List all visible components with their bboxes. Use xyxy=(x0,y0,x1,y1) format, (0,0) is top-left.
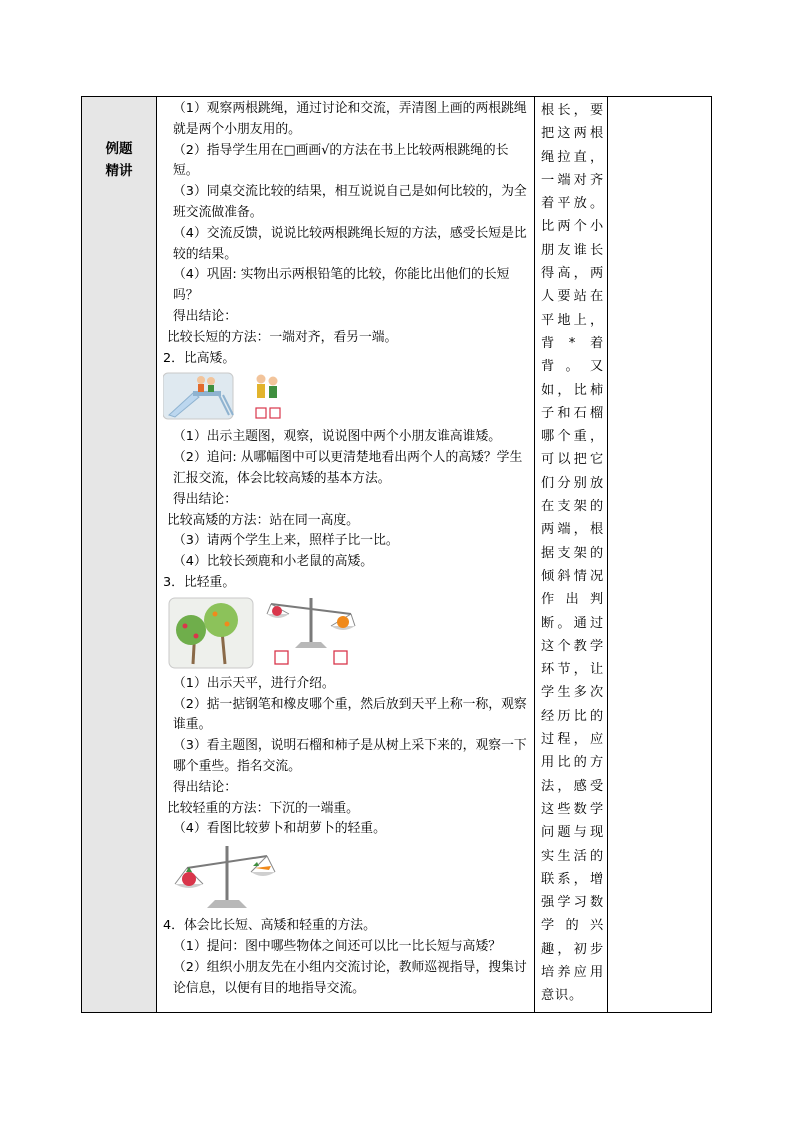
conclusion-label: 得出结论： xyxy=(173,308,237,324)
step-radish-carrot: （4）看图比较萝卜和胡萝卜的轻重。 xyxy=(173,821,386,837)
section-weight-heading: 3．比轻重。 xyxy=(163,574,236,590)
section-height-heading: 2．比高矮。 xyxy=(163,350,236,366)
radish-figure xyxy=(163,842,530,912)
step-question: （1）提问：图中哪些物体之间还可以比一比长短与高矮？ xyxy=(173,938,502,954)
design-note-cell xyxy=(535,97,608,1013)
step-follow-up: （2）追问: 从哪幅图中可以更清楚地看出两个人的高矮？学生汇报交流，体会比较高矮的基本方法。 xyxy=(173,450,523,486)
section-label: 例题 精讲 xyxy=(105,141,133,179)
main-content xyxy=(157,97,534,999)
step-pen-eraser: （2）掂一掂钢笔和橡皮哪个重，然后放到天平上称一称，观察谁重。 xyxy=(173,696,527,733)
conclusion-height: 比较高矮的方法：站在同一高度。 xyxy=(167,512,359,528)
step-pair-discuss: （3）同桌交流比较的结果，相互说说自己是如何比较的，为全班交流做准备。 xyxy=(173,184,527,220)
conclusion-label-3: 得出结论： xyxy=(173,779,237,795)
weight-figure xyxy=(163,596,530,670)
step-giraffe-mouse: （4）比较长颈鹿和小老鼠的高矮。 xyxy=(173,554,374,570)
tree-balance-image xyxy=(163,596,363,670)
step-observe-ropes: （1）观察两根跳绳，通过讨论和交流，弄清图上画的两根跳绳就是两个小朋友用的。 xyxy=(173,101,527,137)
design-note: 根长，要把这两根绳拉直，一端对齐着平放。比两个小朋友谁长得高，两人要站在平地上，背*着背。又如，比柿子和石榴哪个重，可以把它们分别放在支架的两端，根据支架的倾斜情况作出判断。通过这个教学环节，让学生多次经历比的过程，应用比的方法，感受这些数学问题与现实生活的联系，增强学习数学的兴趣，初步培养应用意识。 xyxy=(541,103,604,1004)
step-balance-intro: （1）出示天平，进行介绍。 xyxy=(173,675,335,691)
lesson-table xyxy=(81,96,712,1013)
conclusion-weight: 比较轻重的方法：下沉的一端重。 xyxy=(167,800,359,816)
slide-children-image xyxy=(163,371,293,423)
step-fruit-compare: （3）看主题图，说明石榴和柿子是从树上采下来的，观察一下哪个重些。指名交流。 xyxy=(173,738,527,774)
main-content-cell xyxy=(157,97,535,1013)
section-summary-heading: 4．体会比长短、高矮和轻重的方法。 xyxy=(163,918,376,934)
radish-balance-image xyxy=(163,842,293,912)
step-try-it: （3）请两个学生上来，照样子比一比。 xyxy=(173,533,399,549)
section-label-cell xyxy=(82,97,157,1013)
step-check-ropes: （2）指导学生用在□画画√的方法在书上比较两根跳绳的长短。 xyxy=(173,142,509,179)
step-group-discuss: （2）组织小朋友先在小组内交流讨论，教师巡视指导，搜集讨论信息，以便有目的地指导交流。 xyxy=(173,959,527,996)
step-show-theme: （1）出示主题图，观察，说说图中两个小朋友谁高谁矮。 xyxy=(173,429,502,445)
step-consolidate: （4）巩固: 实物出示两根铅笔的比较，你能比出他们的长短吗？ xyxy=(173,267,510,304)
conclusion-length: 比较长短的方法：一端对齐，看另一端。 xyxy=(167,329,398,345)
empty-cell xyxy=(608,97,712,1013)
height-figure xyxy=(163,371,530,423)
conclusion-label-2: 得出结论： xyxy=(173,491,237,507)
step-feedback: （4）交流反馈，说说比较两根跳绳长短的方法，感受长短是比较的结果。 xyxy=(173,225,527,262)
